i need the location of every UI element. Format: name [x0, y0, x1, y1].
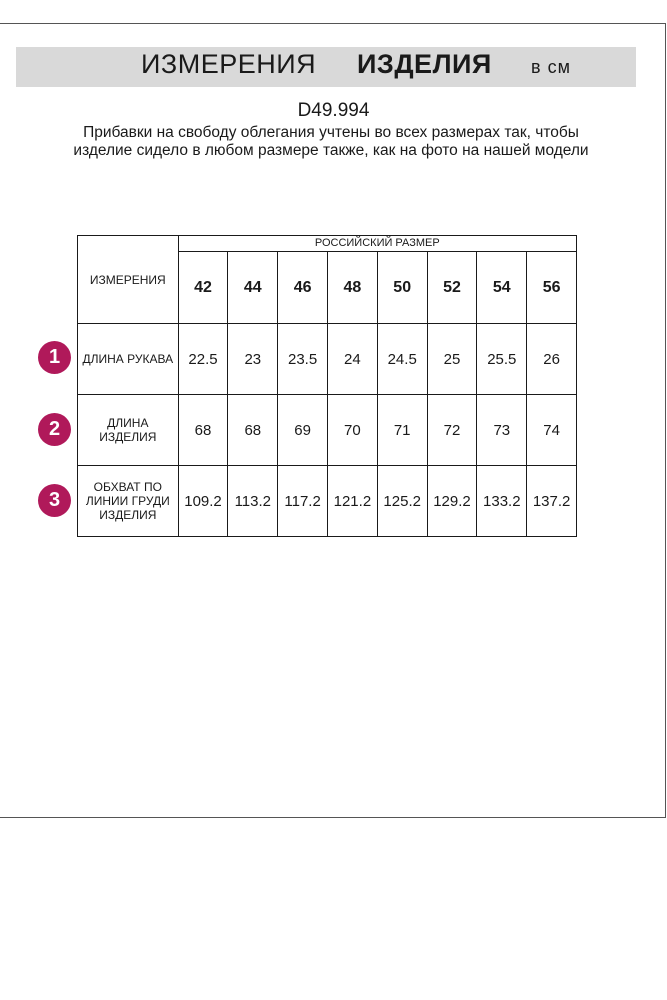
size-group-header: РОССИЙСКИЙ РАЗМЕР	[178, 236, 576, 252]
value-cell: 129.2	[427, 466, 477, 537]
measure-header: ИЗМЕРЕНИЯ	[78, 236, 179, 324]
size-cell: 42	[178, 252, 228, 324]
size-cell: 44	[228, 252, 278, 324]
row-label: ДЛИНА РУКАВА	[78, 324, 179, 395]
size-cell: 46	[278, 252, 328, 324]
value-cell: 73	[477, 395, 527, 466]
value-cell: 72	[427, 395, 477, 466]
value-cell: 113.2	[228, 466, 278, 537]
header-title-regular: ИЗМЕРЕНИЯ	[141, 49, 317, 79]
value-cell: 69	[278, 395, 328, 466]
row-label: ОБХВАТ ПО ЛИНИИ ГРУДИ ИЗДЕЛИЯ	[78, 466, 179, 537]
header-title-bold: ИЗДЕЛИЯ	[357, 49, 492, 79]
value-cell: 121.2	[328, 466, 378, 537]
row-number-badge: 3	[38, 484, 71, 517]
size-cell: 52	[427, 252, 477, 324]
value-cell: 26	[527, 324, 577, 395]
row-label: ДЛИНА ИЗДЕЛИЯ	[78, 395, 179, 466]
size-cell: 56	[527, 252, 577, 324]
size-cell: 48	[328, 252, 378, 324]
value-cell: 74	[527, 395, 577, 466]
value-cell: 68	[178, 395, 228, 466]
value-cell: 109.2	[178, 466, 228, 537]
table-row	[78, 395, 577, 466]
value-cell: 71	[377, 395, 427, 466]
value-cell: 117.2	[278, 466, 328, 537]
header-unit: в см	[531, 57, 571, 77]
size-cell: 54	[477, 252, 527, 324]
value-cell: 133.2	[477, 466, 527, 537]
value-cell: 23.5	[278, 324, 328, 395]
value-cell: 125.2	[377, 466, 427, 537]
row-number-badge: 1	[38, 341, 71, 374]
value-cell: 137.2	[527, 466, 577, 537]
size-cell: 50	[377, 252, 427, 324]
fit-note: Прибавки на свободу облегания учтены во всех размерах так, чтобы изделие сидело в любом размере также, как на фото на нашей модели	[73, 124, 589, 159]
value-cell: 68	[228, 395, 278, 466]
article-number: D49.994	[297, 100, 370, 121]
table-row	[78, 466, 577, 537]
table-header-row	[78, 236, 577, 252]
value-cell: 70	[328, 395, 378, 466]
value-cell: 24	[328, 324, 378, 395]
table-row	[78, 324, 577, 395]
value-cell: 22.5	[178, 324, 228, 395]
row-number-badge: 2	[38, 413, 71, 446]
size-table	[77, 235, 577, 537]
value-cell: 23	[228, 324, 278, 395]
value-cell: 25.5	[477, 324, 527, 395]
value-cell: 25	[427, 324, 477, 395]
value-cell: 24.5	[377, 324, 427, 395]
